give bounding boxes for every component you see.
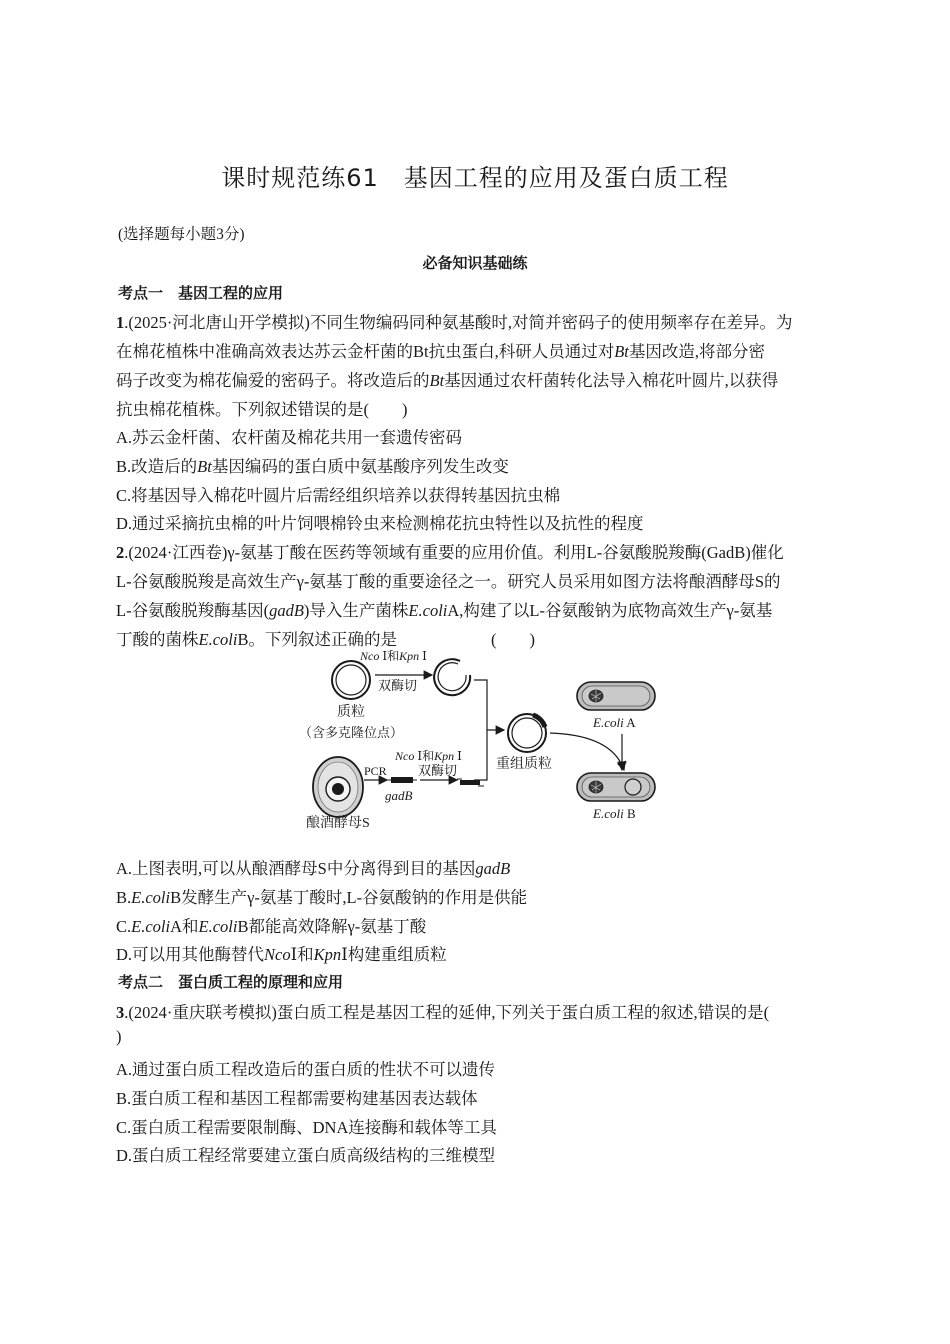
yeast-cell-icon — [313, 757, 363, 817]
bracket-connector — [474, 680, 487, 780]
q2-line-4: 丁酸的菌株E.coliB。下列叙述正确的是 ( ) — [116, 630, 535, 649]
transform-arrow — [550, 733, 624, 770]
scoring-note: (选择题每小题3分) — [118, 226, 245, 243]
gadb-gene-fragment — [387, 777, 417, 783]
q1-line-2: 在棉花植株中准确高效表达苏云金杆菌的Bt抗虫蛋白,科研人员通过对Bt基因改造,将部分密 — [116, 342, 766, 361]
ecoli-a-cell-icon — [577, 682, 655, 710]
q1-line-3: 码子改变为棉花偏爱的密码子。将改造后的Bt基因通过农杆菌转化法导入棉花叶圆片,以获得 — [116, 371, 779, 390]
q1-option-b: B.改造后的Bt基因编码的蛋白质中氨基酸序列发生改变 — [116, 457, 509, 476]
q3-number: 3 — [116, 1003, 125, 1022]
q2-option-d: D.可以用其他酶替代NcoⅠ和KpnⅠ构建重组质粒 — [116, 945, 447, 964]
q3-option-a: A.通过蛋白质工程改造后的蛋白质的性状不可以遗传 — [116, 1060, 496, 1079]
page-title: 课时规范练61 基因工程的应用及蛋白质工程 — [221, 164, 729, 192]
q2-option-c: C.E.coliA和E.coliB都能高效降解γ-氨基丁酸 — [116, 917, 427, 936]
q3-option-b: B.蛋白质工程和基因工程都需要构建基因表达载体 — [116, 1089, 478, 1108]
q2-line-3: L-谷氨酸脱羧酶基因(gadB)导入生产菌株E.coliA,构建了以L-谷氨酸钠为底物高效生产γ-氨基 — [116, 601, 773, 620]
q1-option-a: A.苏云金杆菌、农杆菌及棉花共用一套遗传密码 — [116, 428, 463, 447]
topic-heading-2: 考点二 蛋白质工程的原理和应用 — [118, 973, 344, 991]
q1-line-4: 抗虫棉花植株。下列叙述错误的是( ) — [116, 400, 408, 419]
q2-option-b: B.E.coliB发酵生产γ-氨基丁酸时,L-谷氨酸钠的作用是供能 — [116, 888, 528, 907]
q2-number: 2 — [116, 543, 125, 562]
cut-gene-fragment — [457, 779, 484, 786]
gadb-label: gadB — [385, 788, 413, 803]
q3-source: .(2024·重庆联考模拟) — [124, 1003, 277, 1022]
plasmid-icon — [332, 661, 370, 699]
topic-heading-1: 考点一 基因工程的应用 — [118, 284, 284, 302]
ecoli-a-label: E.coli A — [593, 715, 636, 730]
q3-line-1: 3.(2024·重庆联考模拟)蛋白质工程是基因工程的延伸,下列关于蛋白质工程的叙述,错误的是( — [116, 1003, 770, 1022]
q1-option-d: D.通过采摘抗虫棉的叶片饲喂棉铃虫来检测棉花抗虫特性以及抗性的程度 — [116, 514, 644, 533]
q1-source: .(2025·河北唐山开学模拟) — [124, 313, 310, 332]
q3-option-c: C.蛋白质工程需要限制酶、DNA连接酶和载体等工具 — [116, 1118, 497, 1137]
q3-line-2: ) — [116, 1027, 122, 1046]
q2-source: .(2024·江西卷) — [124, 543, 228, 562]
recombinant-plasmid-label: 重组质粒 — [496, 757, 552, 772]
q1-line-1: 1.(2025·河北唐山开学模拟)不同生物编码同种氨基酸时,对简并密码子的使用频率存在差异。为 — [116, 313, 793, 332]
section-heading: 必备知识基础练 — [422, 254, 528, 272]
yeast-label: 酿酒酵母S — [306, 816, 370, 831]
q2-line-2: L-谷氨酸脱羧是高效生产γ-氨基丁酸的重要途径之一。研究人员采用如图方法将酿酒酵母S的 — [116, 572, 781, 591]
plasmid-label: 质粒 — [337, 705, 365, 720]
double-cut-label-mid: 双酶切 — [418, 763, 458, 778]
q2-line-1: 2.(2024·江西卷)γ-氨基丁酸在医药等领域有重要的应用价值。利用L-谷氨酸脱羧酶(GadB)催化 — [116, 543, 784, 562]
enzyme-label-mid: Nco Ⅰ和Kpn Ⅰ — [395, 749, 462, 763]
ecoli-b-cell-icon — [577, 773, 655, 801]
ecoli-b-label: E.coli B — [593, 806, 636, 821]
pcr-label: PCR — [364, 764, 387, 778]
q2-option-a: A.上图表明,可以从酿酒酵母S中分离得到目的基因gadB — [116, 859, 511, 878]
double-cut-label-top: 双酶切 — [378, 678, 418, 693]
q1-option-c: C.将基因导入棉花叶圆片后需经组织培养以获得转基因抗虫棉 — [116, 486, 561, 505]
q3-option-d: D.蛋白质工程经常要建立蛋白质高级结构的三维模型 — [116, 1146, 496, 1165]
q1-number: 1 — [116, 313, 125, 332]
recombinant-plasmid-icon — [508, 714, 546, 752]
plasmid-note-label: （含多克隆位点） — [298, 725, 404, 740]
enzyme-label-top: Nco Ⅰ和Kpn Ⅰ — [360, 649, 427, 663]
cut-plasmid-icon — [434, 659, 470, 695]
